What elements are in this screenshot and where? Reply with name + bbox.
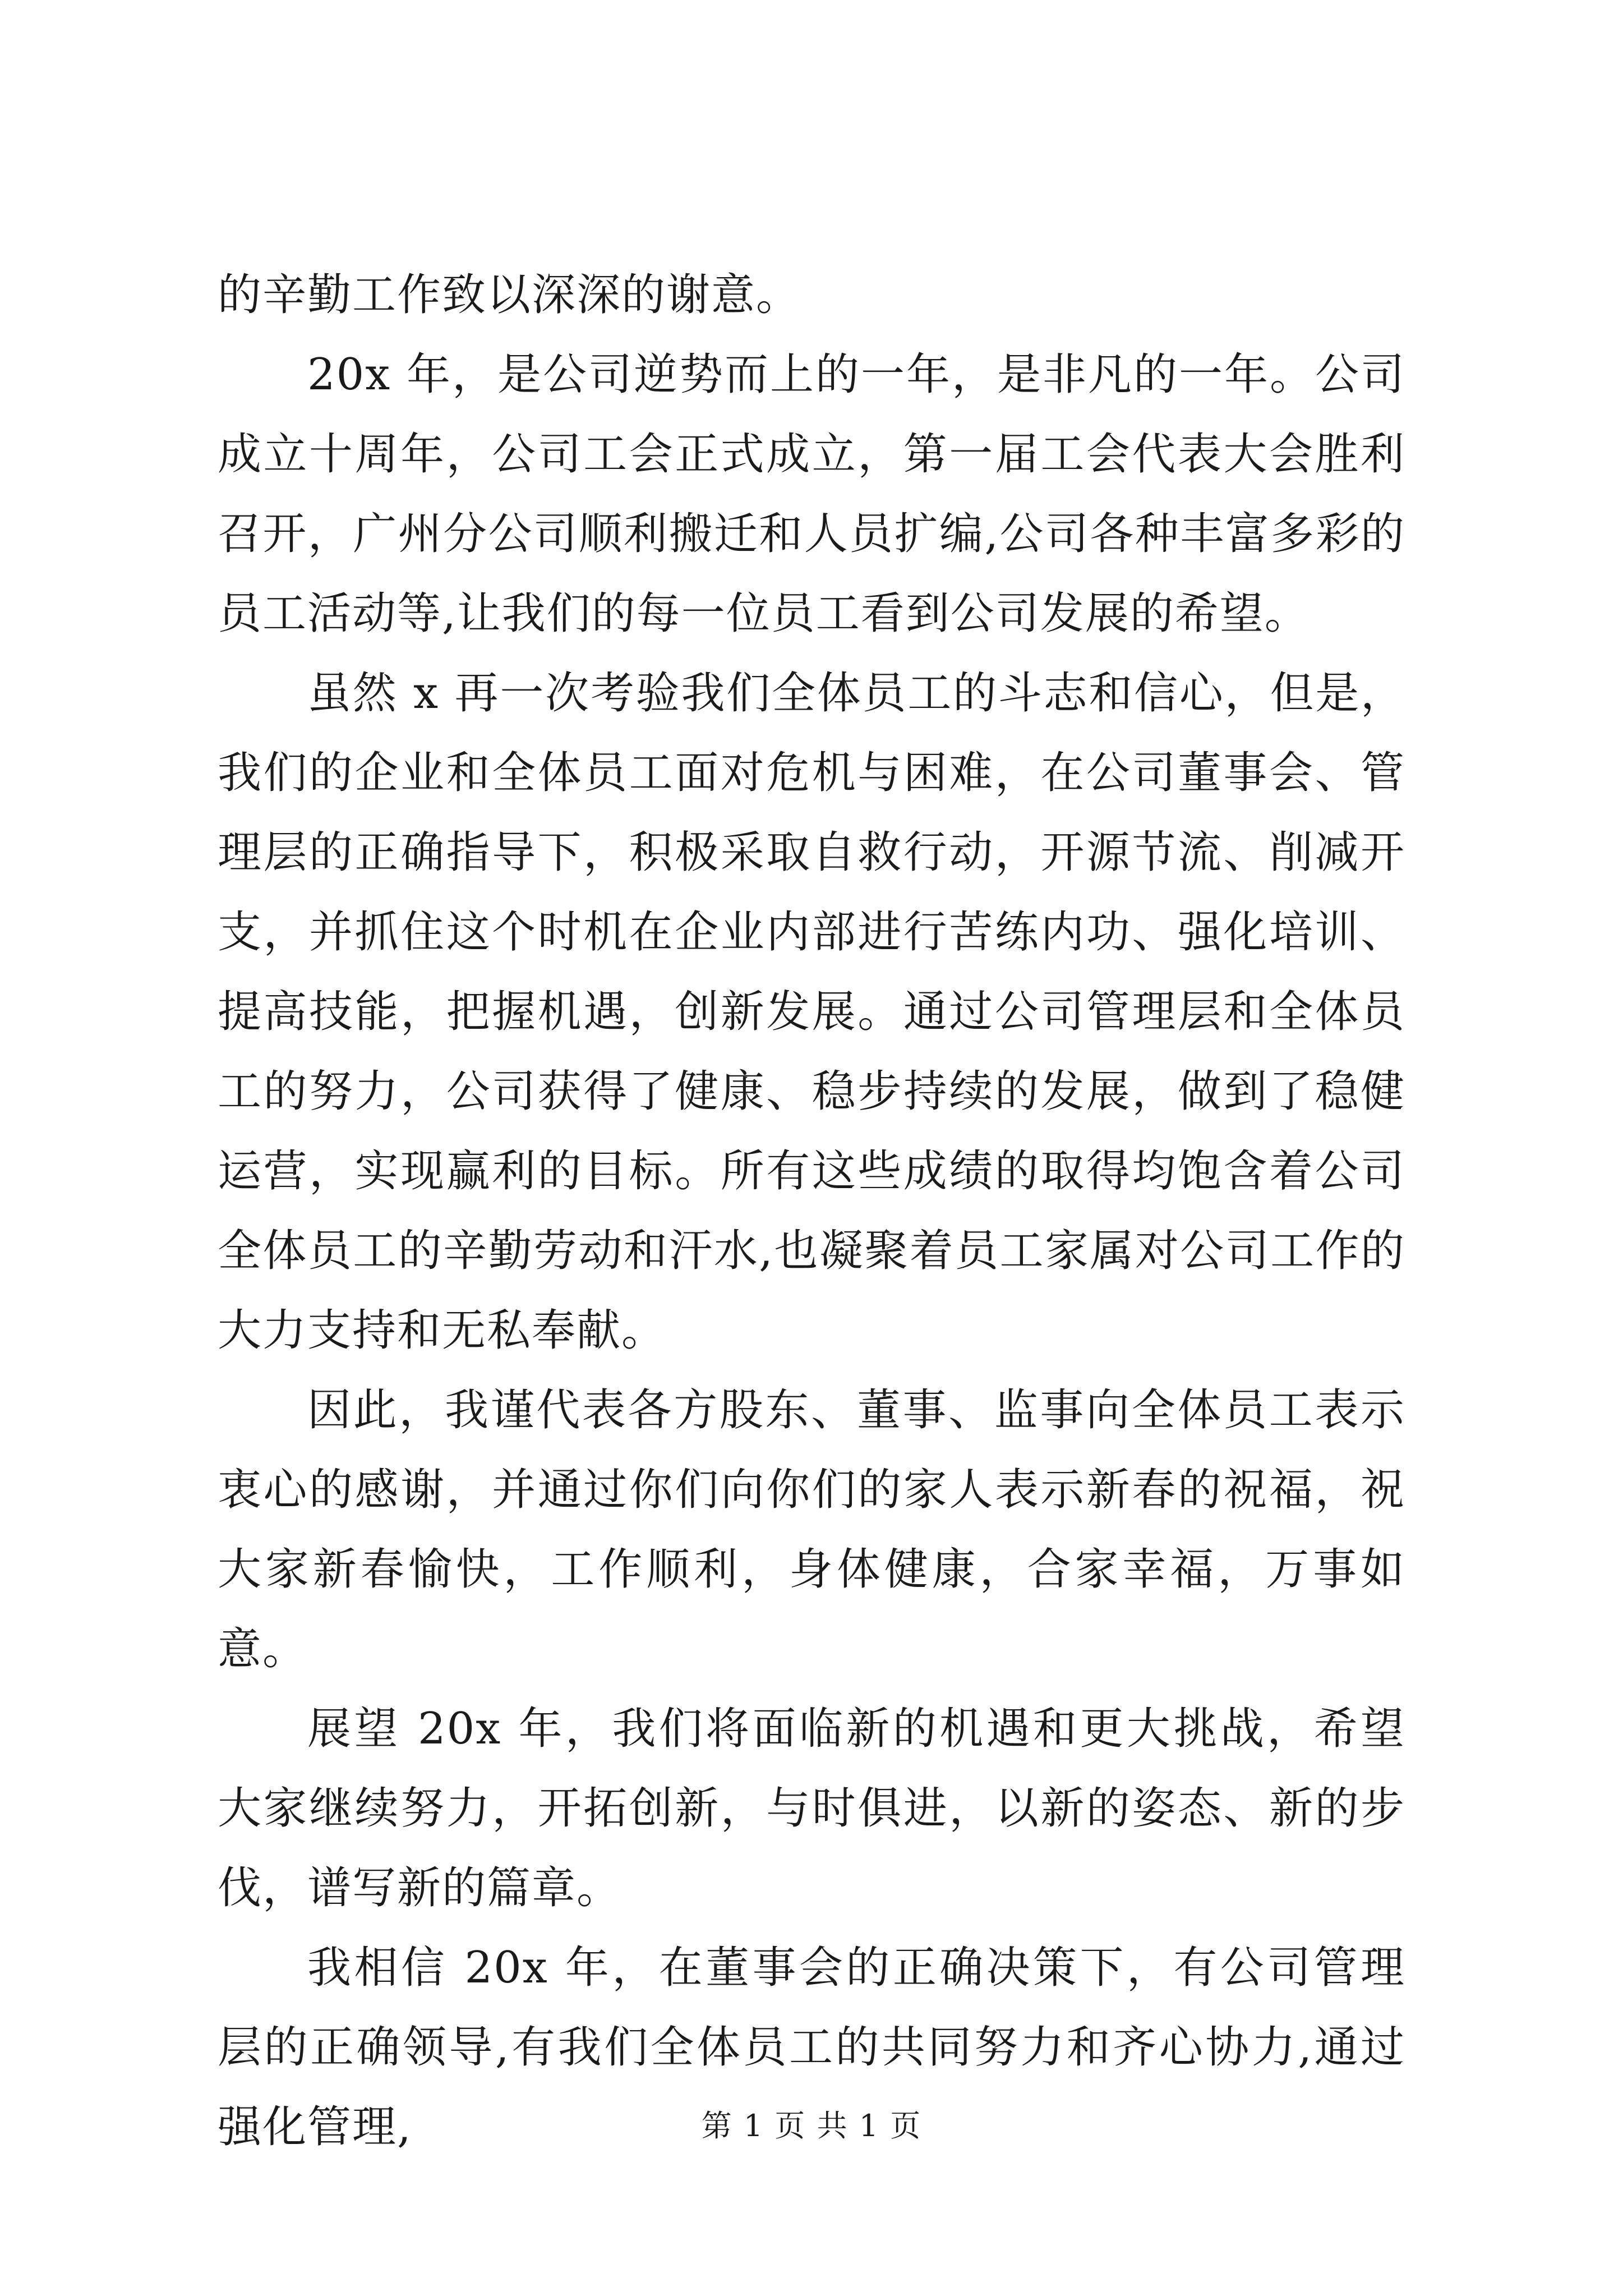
paragraph-5: 展望 20x 年，我们将面临新的机遇和更大挑战，希望大家继续努力，开拓创新，与时俱进，以新的姿态、新的步伐，谱写新的篇章。 <box>218 1704 1405 1913</box>
paragraph-6: 我相信 20x 年，在董事会的正确决策下，有公司管理层的正确领导,有我们全体员工的共同努力和齐心协力,通过强化管理, <box>218 1943 1405 2152</box>
paragraph-4: 因此，我谨代表各方股东、董事、监事向全体员工表示衷心的感谢，并通过你们向你们的家人表示新春的祝福，祝大家新春愉快，工作顺利，身体健康，合家幸福，万事如意。 <box>218 1385 1405 1674</box>
paragraph-1: 的辛勤工作致以深深的谢意。 <box>218 270 801 320</box>
document-body <box>218 255 1405 2167</box>
paragraph-2: 20x 年，是公司逆势而上的一年，是非凡的一年。公司成立十周年，公司工会正式成立，第一届工会代表大会胜利召开，广州分公司顺利搬迁和人员扩编,公司各种丰富多彩的员工活动等,让我们的每一位员工看到公司发展的希望。 <box>218 349 1405 639</box>
page-footer: 第 1 页 共 1 页 <box>701 2108 922 2143</box>
paragraph-3: 虽然 x 再一次考验我们全体员工的斗志和信心，但是，我们的企业和全体员工面对危机与困难，在公司董事会、管理层的正确指导下，积极采取自救行动，开源节流、削减开支，并抓住这个时机在企业内部进行苦练内功、强化培训、提高技能，把握机遇，创新发展。通过公司管理层和全体员工的努力，公司获得了健康、稳步持续的发展，做到了稳健运营，实现赢利的目标。所有这些成绩的取得均饱含着公司全体员工的辛勤劳动和汗水,也凝聚着员工家属对公司工作的大力支持和无私奉献。 <box>218 668 1405 1356</box>
